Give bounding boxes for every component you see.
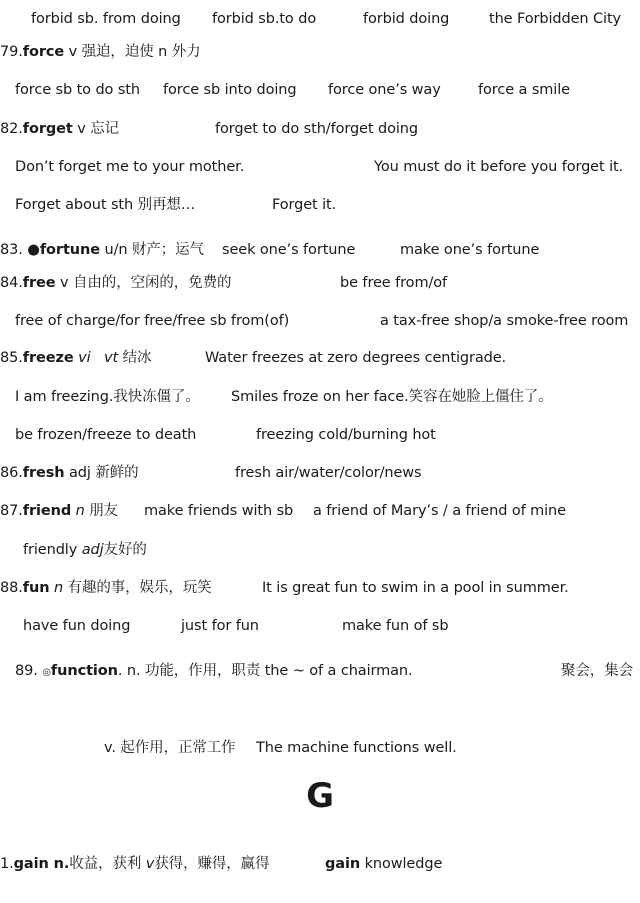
- headword: force: [22, 44, 65, 60]
- definition: 友好的: [103, 542, 147, 558]
- entry-number: 85.: [0, 350, 23, 366]
- entry-function: [15, 661, 413, 683]
- entry-free: [0, 273, 231, 293]
- phrase-forbid-doing: forbid doing: [363, 11, 450, 27]
- phrase-tax-free: a tax-free shop/a smoke-free room: [380, 313, 629, 329]
- phrase-friend-of-marys: a friend of Mary’s / a friend of mine: [313, 503, 566, 519]
- headword: friend: [22, 503, 72, 519]
- definition: 有趣的事，娱乐，玩笑: [63, 580, 212, 596]
- phrase-free-from: be free from/of: [340, 275, 448, 291]
- phrase-forget-about: Forget about sth 别再想…: [15, 197, 196, 213]
- phrase-have-fun: have fun doing: [23, 618, 131, 634]
- entry-number: 87.: [0, 503, 23, 519]
- definition: u/n 财产；运气: [99, 242, 204, 258]
- headword: free: [22, 275, 56, 291]
- entry-friend: [0, 501, 118, 521]
- entry-number: 82.: [0, 121, 23, 137]
- phrase-force-way: force one’s way: [328, 82, 441, 98]
- phrase-frozen-to-death: be frozen/freeze to death: [15, 427, 197, 443]
- bullet-mark: ◎: [42, 667, 51, 678]
- definition-gathering: 聚会，集会: [561, 663, 633, 679]
- example-i-am-freezing: I am freezing.我快冻僵了。: [15, 389, 200, 405]
- pos-adj: adj: [81, 542, 104, 558]
- headword: fun: [22, 580, 50, 596]
- phrase-gain-knowledge: [325, 854, 442, 874]
- phrase-seek-fortune: seek one’s fortune: [222, 242, 356, 258]
- headword: forget: [22, 121, 73, 137]
- definition-verb-function: v. 起作用，正常工作: [104, 740, 236, 756]
- phrase-freezing-cold: freezing cold/burning hot: [256, 427, 436, 443]
- definition-verb: 获得，赚得，赢得: [154, 856, 270, 872]
- entry-number: 88.: [0, 580, 23, 596]
- phrase-just-for-fun: just for fun: [181, 618, 259, 634]
- phrase-make-fun-of: make fun of sb: [342, 618, 449, 634]
- phrase-forget-it: Forget it.: [272, 197, 337, 213]
- entry-number: 89.: [15, 663, 43, 679]
- example-great-fun: It is great fun to swim in a pool in summer.: [262, 580, 569, 596]
- phrase-force-smile: force a smile: [478, 82, 570, 98]
- headword: ●fortune: [27, 242, 100, 258]
- phrase-object: knowledge: [360, 856, 443, 872]
- definition: 收益，获利: [69, 856, 146, 872]
- definition: . n. 功能，作用，职责 the ~ of a chairman.: [117, 663, 413, 679]
- phrase-force-into: force sb into doing: [163, 82, 297, 98]
- entry-fortune: [0, 240, 204, 260]
- entry-friendly: [23, 540, 147, 560]
- example-water-freezes: Water freezes at zero degrees centigrade.: [205, 350, 507, 366]
- example-smiles-froze: Smiles froze on her face.笑容在她脸上僵住了。: [231, 389, 553, 405]
- pos-vt: vt: [104, 350, 119, 366]
- entry-number: 84.: [0, 275, 23, 291]
- entry-fun: [0, 578, 212, 598]
- pos-v: v: [145, 856, 155, 872]
- phrase-forbid-from-doing: forbid sb. from doing: [31, 11, 181, 27]
- entry-number: 1.: [0, 856, 14, 872]
- entry-number: 83.: [0, 242, 28, 258]
- headword: function: [50, 663, 118, 679]
- section-heading: G: [306, 776, 334, 816]
- phrase-forget: forget to do sth/forget doing: [215, 121, 418, 137]
- headword: gain: [325, 856, 361, 872]
- entry-number: 86.: [0, 465, 23, 481]
- definition: 结冰: [118, 350, 152, 366]
- headword: friendly: [23, 542, 82, 558]
- definition: v 强迫，迫使 n 外力: [64, 44, 201, 60]
- headword: freeze: [22, 350, 74, 366]
- phrase-forbid-to-do: forbid sb.to do: [212, 11, 317, 27]
- headword: fresh: [22, 465, 65, 481]
- definition: 朋友: [84, 503, 119, 519]
- definition: v 忘记: [72, 121, 120, 137]
- entry-forget: [0, 119, 119, 139]
- example-machine-functions: The machine functions well.: [256, 740, 457, 756]
- phrase-force-to-do: force sb to do sth: [15, 82, 140, 98]
- entry-gain: [0, 854, 269, 874]
- headword: gain n.: [13, 856, 70, 872]
- entry-fresh: [0, 463, 139, 483]
- phrase-forbidden-city: the Forbidden City: [489, 11, 622, 27]
- phrase-make-friends: make friends with sb: [144, 503, 294, 519]
- definition: v 自由的，空闲的，免费的: [55, 275, 232, 291]
- phrase-free-of-charge: free of charge/for free/free sb from(of): [15, 313, 290, 329]
- example-dont-forget: Don’t forget me to your mother.: [15, 159, 245, 175]
- entry-number: 79.: [0, 44, 23, 60]
- entry-force: [0, 42, 201, 62]
- example-before-forget: You must do it before you forget it.: [374, 159, 624, 175]
- definition: adj 新鲜的: [64, 465, 139, 481]
- entry-freeze: [0, 348, 151, 368]
- phrase-fresh-air: fresh air/water/color/news: [235, 465, 422, 481]
- phrase-make-fortune: make one’s fortune: [400, 242, 540, 258]
- pos-n: n: [75, 503, 85, 519]
- pos-n: n: [53, 580, 64, 596]
- pos-vi: vi: [78, 350, 91, 366]
